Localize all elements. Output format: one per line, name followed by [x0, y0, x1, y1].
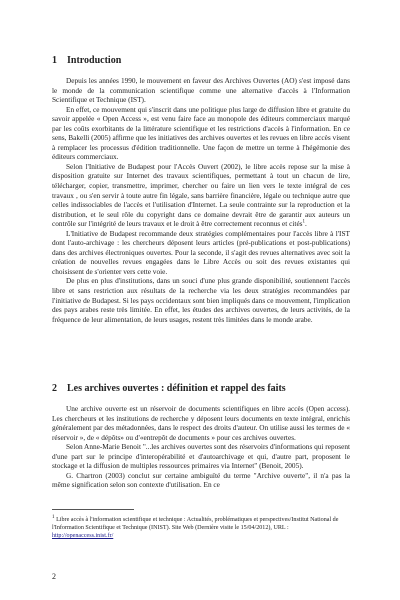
- section-1-body: [52, 76, 350, 324]
- paragraph: De plus en plus d'institutions, dans un souci d'une plus grande disponibilité, soutiennent l'accès libre et sans restriction aux résultats de la recherche via les deux stratégies recommandées par l'initiative de Budapest. Si les pays occidentaux sont bien impliqués dans ce mouvement, l'implication des pays arabes reste très limitée. En effet, les études des archives ouvertes, de leurs activités, de la fréquence de leur alimentation, de leurs usages, restent très limitées dans le monde arabe.: [52, 276, 350, 324]
- paragraph: En effet, ce mouvement qui s'inscrit dans une politique plus large de diffusion libre et gratuite du savoir appelée « Open Access », est venu faire face au monopole des éditeurs commerciaux marqué par les coûts exorbitants de la littérature scientifique et les restrictions d'accès à l'information. En ce sens, Bakelli (2005) affirme que les initiatives des archives ouvertes et les revues en libre accès visent à remplacer les processus d'édition traditionnelle. Une façon de mettre un terme à l'hégémonie des éditeurs commerciaux.: [52, 104, 350, 162]
- paragraph: Depuis les années 1990, le mouvement en faveur des Archives Ouvertes (AO) s'est imposé dans le monde de la communication scientifique comme une alternative d'accès à l'Information Scientifique et Technique (IST).: [52, 76, 350, 105]
- footnote-reference[interactable]: 1: [302, 219, 306, 225]
- footnote-mark: 1: [52, 514, 55, 520]
- section-1-heading-wrap: [52, 55, 350, 67]
- section-2-number: 2: [52, 383, 57, 394]
- paragraph: G. Chartron (2003) conclut sur certaine ambiguïté du terme "Archive ouverte", il n'a pas la même signification selon son contexte d'utilisation. En ce: [52, 470, 350, 490]
- section-2-body: [52, 404, 350, 490]
- section-1-title: Introduction: [67, 55, 122, 66]
- section-2-heading: [52, 383, 350, 395]
- footnote-link[interactable]: http://openaccess.inist.fr/: [52, 533, 114, 540]
- section-1-heading: [52, 55, 350, 67]
- footnote-text: Libre accès à l'information scientifique et technique : Actualités, problématiques et perspectives/Institut National de l'Information Scientifique et Technique (INIST). Site Web (Dernière visite le 15/04/2012), URL :: [52, 517, 339, 532]
- paragraph: Selon l'Initiative de Budapest pour l'Accès Ouvert (2002), le libre accès repose sur la mise à disposition gratuite sur Internet des travaux scientifiques, permettant à tout un chacun de lire, télécharger, copier, transmettre, imprimer, chercher ou faire un lien vers le texte intégral de ces travaux , ou s'en servir à toute autre fin légale, sans barrière financière, légale ou technique autre que celles indissociables de l'accès et l'utilisation d'Internet. La seule contrainte sur la reproduction et la distribution, et le seul rôle du copyright dans ce domaine devrait être de garantir aux auteurs un contrôle sur l'intégrité de leurs travaux et le droit à être correctement reconnus et cités$^1$.: [52, 161, 350, 229]
- section-2-title: Les archives ouvertes : définition et rappel des faits: [67, 383, 286, 394]
- footnote-separator: [52, 509, 134, 510]
- section-2-heading-wrap: [52, 383, 350, 395]
- paragraph: L'Initiative de Budapest recommande deux stratégies complémentaires pour l'accès libre à l'IST dont l'auto-archivage : les chercheurs déposent leurs articles (pré-publications et post-publications) dans des archives électroniques ouvertes. Pour la seconde, il s'agit des revues alternatives avec soit la création de nouvelles revues engagées dans le Libre Accès ou soit des revues existantes qui choisissent de s'orienter vers cette voie.: [52, 228, 350, 276]
- page-number: 2: [52, 572, 56, 581]
- paragraph-text: Selon l'Initiative de Budapest pour l'Accès Ouvert (2002), le libre accès repose sur la mise à disposition gratuite sur Internet des travaux scientifiques, permettant à tout un chacun de lire, télécharger, copier, transmettre, imprimer, chercher ou faire un lien vers le texte intégral de ces travaux , ou s'en servir à toute autre fin légale, sans barrière financière, légale ou technique autre que celles indissociables de l'accès et l'utilisation d'Internet. La seule contrainte sur la reproduction et la distribution, et le seul rôle du copyright dans ce domaine devrait être de garantir aux auteurs un contrôle sur l'intégrité de leurs travaux et le droit à être correctement reconnus et cités: [52, 161, 350, 229]
- footnote: [52, 513, 350, 540]
- paragraph: Une archive ouverte est un réservoir de documents scientifiques en libre accès (Open access). Les chercheurs et les institutions de recherche y déposent leurs documents en texte intégral, enrichis généralement par des métadonnées, dans le respect des droits d'auteur. On utilise aussi les termes de « réservoir », de « dépôts» ou d'«entrepôt de documents » pour ces archives ouvertes.: [52, 404, 350, 442]
- paragraph: Selon Anne-Marie Benoit "...les archives ouvertes sont des réservoirs d'informations qui reposent d'une part sur le principe d'interopérabilité et d'autoarchivage et qui, d'autre part, proposent le stockage et la diffusion de multiples ressources primaires via Internet" (Benoit, 2005).: [52, 442, 350, 471]
- section-1-number: 1: [52, 55, 57, 66]
